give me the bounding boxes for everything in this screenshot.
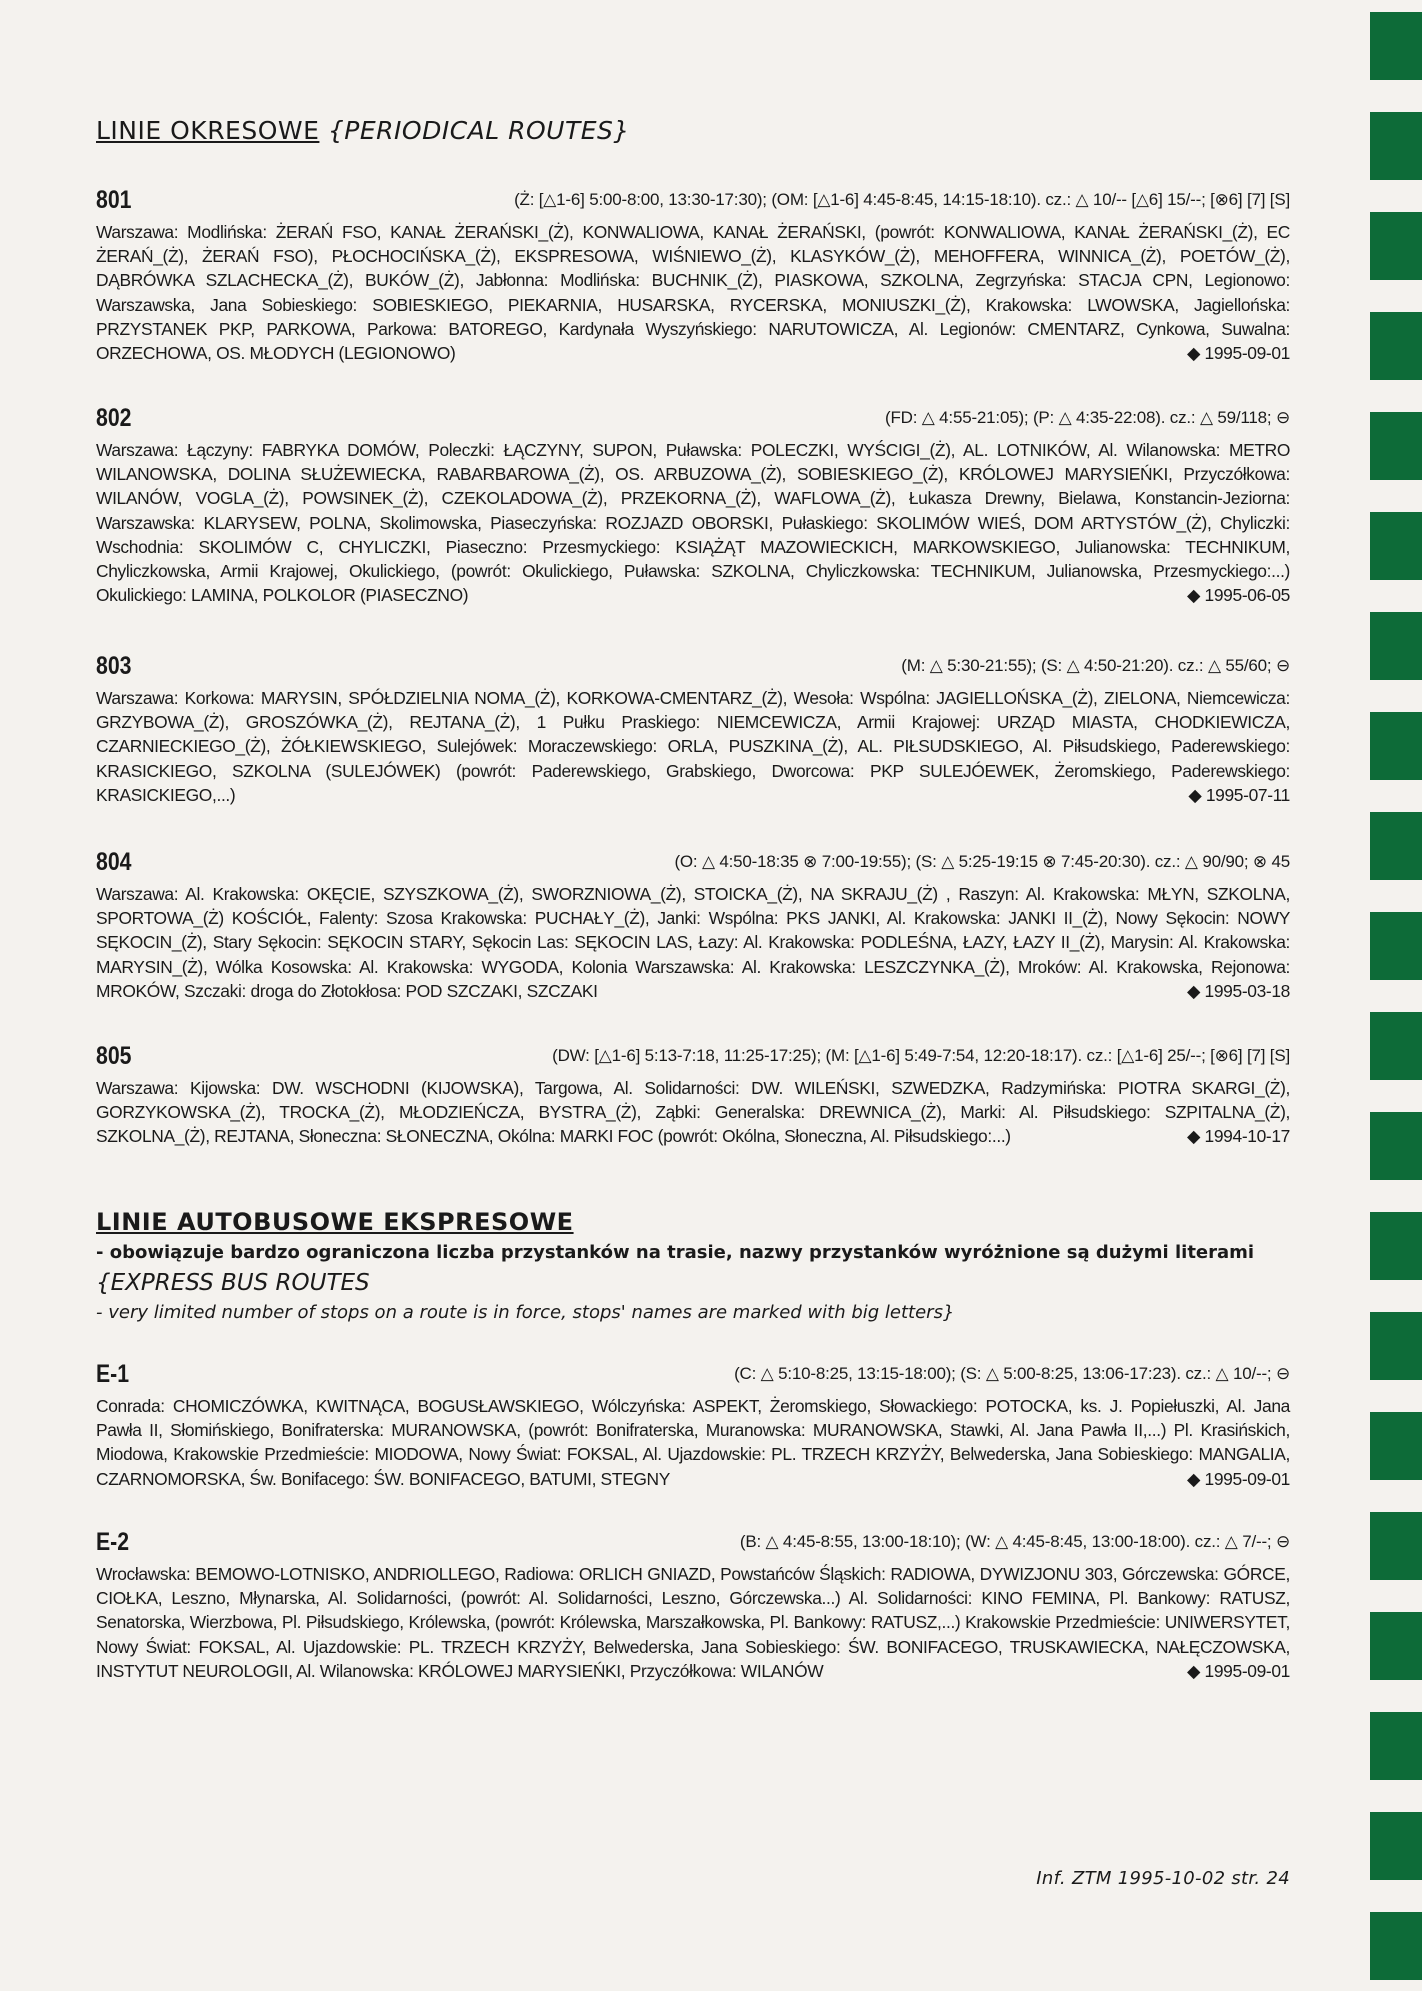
- route-e2: [96, 1526, 1290, 1683]
- route-804: [96, 846, 1290, 1003]
- route-stops: Warszawa: Korkowa: MARYSIN, SPÓŁDZIELNIA NOMA_(Ż), KORKOWA-CMENTARZ_(Ż), Wesoła: Wspólna: JAGIELLOŃSKA_(Ż), ZIELONA, Niemcewicza: GRZYBOWA_(Ż), GROSZÓWKA_(Ż), REJTANA_(Ż), 1 Pułku Praskiego: NIEMCEWICZA, Armii Krajowej: URZĄD MIASTA, CHODKIEWICZA, CZARNIECKIEGO_(Ż), ŻÓŁKIEWSKIEGO, Sulejówek: Moraczewskiego: ORLA, PUSZKINA_(Ż), AL. PIŁSUDSKIEGO, Al. Piłsudskiego, Paderewskiego: KRASICKIEGO, SZKOLNA (SULEJÓWEK) (powrót: Paderewskiego, Grabskiego, Dworcowa: PKP SULEJÓEWEK, Żeromskiego, Paderewskiego: KRASICKIEGO,...): [96, 688, 1290, 805]
- binding-tab: [1370, 1312, 1422, 1380]
- route-stops: Warszawa: Modlińska: ŻERAŃ FSO, KANAŁ ŻERAŃSKI_(Ż), KONWALIOWA, KANAŁ ŻERAŃSKI, (powrót: KONWALIOWA, KANAŁ ŻERAŃSKI_(Ż), EC ŻERAŃ_(Ż), ŻERAŃ FSO), PŁOCHOCIŃSKA_(Ż), EKSPRESOWA, WIŚNIEWO_(Ż), KLASYKÓW_(Ż), MEHOFFERA, WINNICA_(Ż), POETÓW_(Ż), DĄBRÓWKA SZLACHECKA_(Ż), BUKÓW_(Ż), Jabłonna: Modlińska: BUCHNIK_(Ż), PIASKOWA, SZKOLNA, Zegrzyńska: STACJA CPN, Legionowo: Warszawska, Jana Sobieskiego: SOBIESKIEGO, PIEKARNIA, HUSARSKA, RYCERSKA, MONIUSZKI_(Ż), Krakowska: LWOWSKA, Jagiellońska: PRZYSTANEK PKP, PARKOWA, Parkowa: BATOREGO, Kardynała Wyszyńskiego: NARUTOWICZA, Al. Legionów: CMENTARZ, Cynkowa, Suwalna: ORZECHOWA, OS. MŁODYCH (LEGIONOWO): [96, 222, 1290, 364]
- route-times: (DW: [△1-6] 5:13-7:18, 11:25-17:25); (M: [△1-6] 5:49-7:54, 12:20-18:17). cz.: [△1-6] 25/--; [⊗6] [7] [S]: [552, 1046, 1290, 1065]
- binding-tab: [1370, 312, 1422, 380]
- binding-tab: [1370, 1712, 1422, 1780]
- binding-tab: [1370, 1812, 1422, 1880]
- route-803: [96, 650, 1290, 807]
- route-802: [96, 402, 1290, 607]
- route-stops: Warszawa: Kijowska: DW. WSCHODNI (KIJOWSKA), Targowa, Al. Solidarności: DW. WILEŃSKI, SZWEDZKA, Radzymińska: PIOTRA SKARGI_(Ż), GORZYKOWSKA_(Ż), TROCKA_(Ż), MŁODZIEŃCZA, BYSTRA_(Ż), Ząbki: Generalska: DREWNICA_(Ż), Marki: Al. Piłsudskiego: SZPITALNA_(Ż), SZKOLNA_(Ż), REJTANA, Słoneczna: SŁONECZNA, Okólna: MARKI FOC (powrót: Okólna, Słoneczna, Al. Piłsudskiego:...): [96, 1078, 1290, 1147]
- route-times: (C: △ 5:10-8:25, 13:15-18:00); (S: △ 5:00-8:25, 13:06-17:23). cz.: △ 10/--; ⊖: [734, 1364, 1290, 1383]
- route-801: [96, 184, 1290, 365]
- page-footer: Inf. ZTM 1995-10-02 str. 24: [1036, 1868, 1290, 1889]
- section-title-periodical: [96, 116, 630, 145]
- section-desc-pl: - obowiązuje bardzo ograniczona liczba przystanków na trasie, nazwy przystanków wyróżnione są dużymi literami: [96, 1242, 1255, 1263]
- binding-tabs: [1362, 0, 1422, 1991]
- binding-tab: [1370, 812, 1422, 880]
- section-title-en: {PERIODICAL ROUTES}: [327, 116, 630, 145]
- route-date: ◆ 1995-07-11: [1188, 784, 1290, 805]
- route-stops: Warszawa: Al. Krakowska: OKĘCIE, SZYSZKOWA_(Ż), SWORZNIOWA_(Ż), STOICKA_(Ż), NA SKRAJU_(Ż) , Raszyn: Al. Krakowska: MŁYN, SZKOLNA, SPORTOWA_(Ż) KOŚCIÓŁ, Falenty: Szosa Krakowska: PUCHAŁY_(Ż), Janki: Wspólna: PKS JANKI, Al. Krakowska: JANKI II_(Ż), Nowy Sękocin: NOWY SĘKOCIN_(Ż), Stary Sękocin: SĘKOCIN STARY, Sękocin Las: SĘKOCIN LAS, Łazy: Al. Krakowska: PODLEŚNA, ŁAZY, ŁAZY II_(Ż), Marysin: Al. Krakowska: MARYSIN_(Ż), Wólka Kosowska: Al. Krakowska: WYGODA, Kolonia Warszawska: Al. Krakowska: LESZCZYNKA_(Ż), Mroków: Al. Krakowska, Rejonowa: MROKÓW, Szczaki: droga do Złotokłosa: POD SZCZAKI, SZCZAKI: [96, 884, 1290, 1001]
- route-e1: [96, 1358, 1290, 1491]
- section-desc-en: - very limited number of stops on a route is in force, stops' names are marked with big letters}: [96, 1302, 955, 1323]
- route-number: 805: [96, 1042, 132, 1070]
- route-number: 801: [96, 186, 132, 214]
- binding-tab: [1370, 612, 1422, 680]
- section-title-pl: LINIE OKRESOWE: [96, 116, 320, 145]
- route-number: E-2: [96, 1528, 130, 1556]
- section-title-en: {EXPRESS BUS ROUTES: [96, 1270, 370, 1296]
- route-times: (B: △ 4:45-8:55, 13:00-18:10); (W: △ 4:45-8:45, 13:00-18:00). cz.: △ 7/--; ⊖: [739, 1532, 1290, 1551]
- binding-tab: [1370, 1512, 1422, 1580]
- document-page: [96, 0, 1290, 1991]
- route-number: 804: [96, 848, 132, 876]
- route-date: ◆ 1995-06-05: [1187, 585, 1290, 606]
- route-805: [96, 1040, 1290, 1149]
- route-date: ◆ 1995-09-01: [1187, 1468, 1290, 1489]
- binding-tab: [1370, 112, 1422, 180]
- binding-tab: [1370, 1912, 1422, 1980]
- route-date: ◆ 1995-09-01: [1187, 1660, 1290, 1681]
- binding-tab: [1370, 1012, 1422, 1080]
- route-stops: Conrada: CHOMICZÓWKA, KWITNĄCA, BOGUSŁAWSKIEGO, Wólczyńska: ASPEKT, Żeromskiego, Słowackiego: POTOCKA, ks. J. Popiełuszki, Al. Jana Pawła II, Słomińskiego, Bonifraterska: MURANOWSKA, (powrót: Bonifraterska, Muranowska: MURANOWSKA, Stawki, Al. Jana Pawła II,...) Pl. Krasińskich, Miodowa, Krakowskie Przedmieście: MIODOWA, Nowy Świat: FOKSAL, Al. Ujazdowskie: PL. TRZECH KRZYŻY, Belwederska, Jana Sobieskiego: MANGALIA, CZARNOMORSKA, Św. Bonifacego: ŚW. BONIFACEGO, BATUMI, STEGNY: [96, 1396, 1290, 1489]
- section-title-express: [96, 1208, 574, 1236]
- route-times: (M: △ 5:30-21:55); (S: △ 4:50-21:20). cz.: △ 55/60; ⊖: [901, 656, 1290, 675]
- binding-tab: [1370, 1612, 1422, 1680]
- route-times: (FD: △ 4:55-21:05); (P: △ 4:35-22:08). cz.: △ 59/118; ⊖: [885, 408, 1290, 427]
- route-number: 802: [96, 404, 132, 432]
- route-number: 803: [96, 652, 132, 680]
- route-date: ◆ 1995-09-01: [1187, 343, 1290, 364]
- route-date: ◆ 1995-03-18: [1187, 980, 1290, 1001]
- binding-tab: [1370, 1412, 1422, 1480]
- binding-tab: [1370, 712, 1422, 780]
- binding-tab: [1370, 1112, 1422, 1180]
- binding-tab: [1370, 512, 1422, 580]
- route-stops: Warszawa: Łączyny: FABRYKA DOMÓW, Poleczki: ŁĄCZYNY, SUPON, Puławska: POLECZKI, WYŚCIGI_(Ż), AL. LOTNIKÓW, Al. Wilanowska: METRO WILANOWSKA, DOLINA SŁUŻEWIECKA, RABARBAROWA_(Ż), OS. ARBUZOWA_(Ż), SOBIESKIEGO_(Ż), KRÓLOWEJ MARYSIEŃKI, Przyczółkowa: WILANÓW, VOGLA_(Ż), POWSINEK_(Ż), CZEKOLADOWA_(Ż), PRZEKORNA_(Ż), WAFLOWA_(Ż), Łukasza Drewny, Bielawa, Konstancin-Jeziorna: Warszawska: KLARYSEW, POLNA, Skolimowska, Piaseczyńska: ROZJAZD OBORSKI, Pułaskiego: SKOLIMÓW WIEŚ, DOM ARTYSTÓW_(Ż), Chyliczki: Wschodnia: SKOLIMÓW C, CHYLICZKI, Piaseczno: Przesmyckiego: KSIĄŻĄT MAZOWIECKICH, MARKOWSKIEGO, Julianowska: TECHNIKUM, Chyliczkowska, Armii Krajowej, Okulickiego, (powrót: Okulickiego, Puławska: SZKOLNA, Chyliczkowska: TECHNIKUM, Julianowska, Przesmyckiego:...) Okulickiego: LAMINA, POLKOLOR (PIASECZNO): [96, 440, 1290, 606]
- route-number: E-1: [96, 1360, 130, 1388]
- binding-tab: [1370, 412, 1422, 480]
- route-times: (O: △ 4:50-18:35 ⊗ 7:00-19:55); (S: △ 5:25-19:15 ⊗ 7:45-20:30). cz.: △ 90/90; ⊗ 45: [674, 852, 1290, 871]
- route-times: (Ż: [△1-6] 5:00-8:00, 13:30-17:30); (OM: [△1-6] 4:45-8:45, 14:15-18:10). cz.: △ 10/-- [△6] 15/--; [⊗6] [7] [S]: [514, 190, 1290, 209]
- binding-tab: [1370, 912, 1422, 980]
- route-date: ◆ 1994-10-17: [1187, 1126, 1290, 1147]
- binding-tab: [1370, 12, 1422, 80]
- binding-tab: [1370, 212, 1422, 280]
- binding-tab: [1370, 1212, 1422, 1280]
- section-title-pl: LINIE AUTOBUSOWE EKSPRESOWE: [96, 1208, 574, 1236]
- route-stops: Wrocławska: BEMOWO-LOTNISKO, ANDRIOLLEGO, Radiowa: ORLICH GNIAZD, Powstańców Śląskich: RADIOWA, DYWIZJONU 303, Górczewska: GÓRCE, CIOŁKA, Leszno, Młynarska, Al. Solidarności, (powrót: Al. Solidarności, Leszno, Górczewska...) Al. Solidarności: KINO FEMINA, Pl. Bankowy: RATUSZ, Senatorska, Wierzbowa, Pl. Piłsudskiego, Królewska, (powrót: Królewska, Marszałkowska, Pl. Bankowy: RATUSZ,...) Krakowskie Przedmieście: UNIWERSYTET, Nowy Świat: FOKSAL, Al. Ujazdowskie: PL. TRZECH KRZYŻY, Belwederska, Jana Sobieskiego: ŚW. BONIFACEGO, TRUSKAWIECKA, NAŁĘCZOWSKA, INSTYTUT NEUROLOGII, Al. Wilanowska: KRÓLOWEJ MARYSIEŃKI, Przyczółkowa: WILANÓW: [96, 1564, 1290, 1681]
